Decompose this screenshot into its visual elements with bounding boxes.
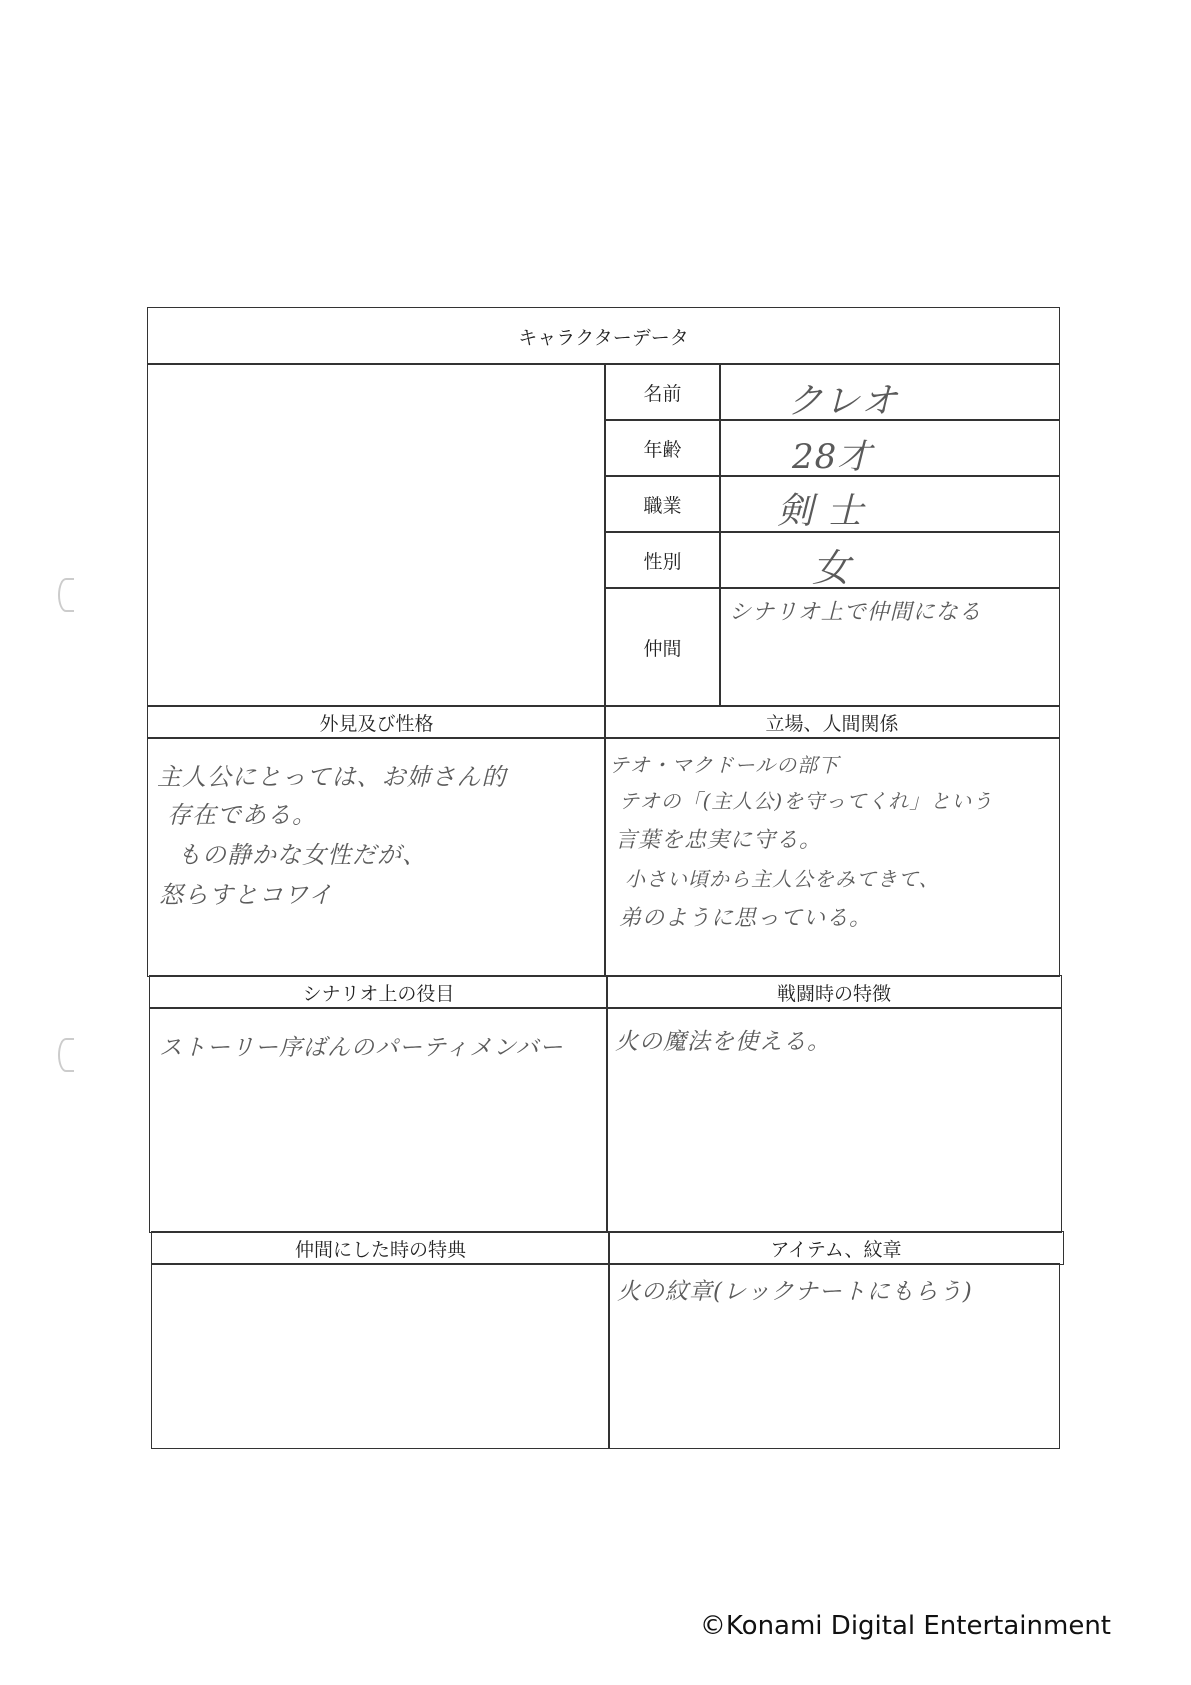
copyright-notice: ©Konami Digital Entertainment (699, 1611, 1111, 1641)
combat-header: 戦闘時の特徴 (606, 975, 1062, 1009)
job-value: 剣士 (777, 491, 878, 532)
appearance-line: 怒らすとコワイ (159, 881, 334, 909)
appearance-line: もの静かな女性だが、 (177, 841, 427, 869)
job-value-cell (719, 475, 1060, 533)
relations-header: 立場、人間関係 (604, 705, 1060, 739)
job-label: 職業 (604, 475, 721, 533)
character-form (147, 307, 1060, 1449)
appearance-line: 主人公にとっては、お姉さん的 (157, 763, 507, 791)
relations-line: 小さい頃から主人公をみてきて、 (625, 867, 940, 891)
items-text: 火の紋章(レックナートにもらう) (617, 1279, 973, 1305)
relations-line: テオ・マクドールの部下 (609, 753, 840, 777)
age-value: 28才 (792, 437, 873, 477)
role-header: シナリオ上の役目 (149, 975, 608, 1009)
form-title: キャラクターデータ (147, 307, 1060, 365)
relations-line: 弟のように思っている。 (619, 906, 873, 931)
combat-text: 火の魔法を使える。 (615, 1029, 831, 1055)
appearance-header: 外見及び性格 (147, 705, 606, 739)
relations-line: 言葉を忠実に守る。 (615, 828, 823, 853)
ally-label: 仲間 (604, 587, 721, 707)
age-label: 年齢 (604, 419, 721, 477)
role-text: ストーリー序ばんのパーティメンバー (159, 1035, 564, 1061)
portrait-area (147, 363, 606, 707)
appearance-line: 存在である。 (167, 801, 317, 829)
name-value: クレオ (787, 381, 899, 422)
items-header: アイテム、紋章 (608, 1231, 1064, 1265)
gender-value: 女 (812, 546, 852, 590)
bonus-body (151, 1263, 610, 1449)
bonus-header: 仲間にした時の特典 (151, 1231, 610, 1265)
age-value-cell (719, 419, 1060, 477)
ally-value: シナリオ上で仲間になる (729, 600, 982, 625)
relations-line: テオの「(主人公)を守ってくれ」という (619, 789, 994, 813)
gender-value-cell (719, 531, 1060, 589)
gender-label: 性別 (604, 531, 721, 589)
punch-hole-mark (58, 1038, 74, 1072)
punch-hole-mark (58, 578, 74, 612)
name-label: 名前 (604, 363, 721, 421)
